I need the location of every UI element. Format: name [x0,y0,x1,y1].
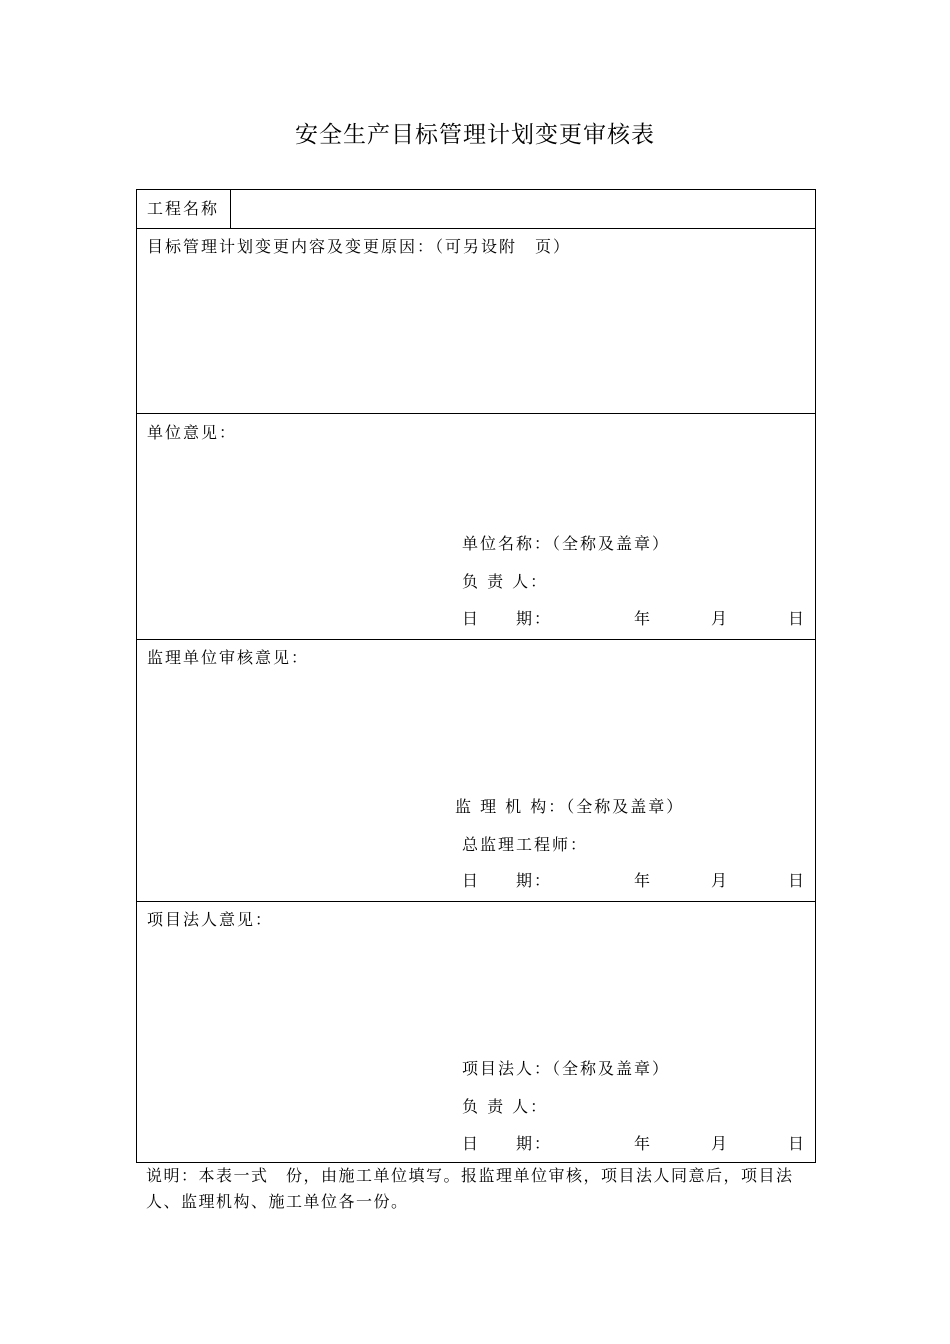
supervision-engineer-line: 总监理工程师： [462,835,589,854]
project-name-divider [230,190,231,228]
owner-name-line: 项目法人：（全称及盖章） [462,1059,671,1078]
owner-person-line: 负 责 人： [462,1097,549,1116]
unit-person-line: 负 责 人： [462,572,549,591]
project-name-label: 工程名称 [147,199,220,218]
owner-opinion-field[interactable] [147,936,797,1046]
owner-date-month: 月 [711,1134,730,1153]
row-divider [137,413,815,414]
supervision-date-day: 日 [788,871,807,890]
form-table [136,189,816,1163]
row-divider [137,901,815,902]
unit-name-line: 单位名称：（全称及盖章） [462,534,671,553]
change-content-field[interactable] [147,262,797,402]
owner-date-label: 日 期： [462,1134,553,1153]
unit-date-year: 年 [634,609,653,628]
owner-opinion-label: 项目法人意见： [147,910,274,929]
owner-date-year: 年 [634,1134,653,1153]
supervision-date-month: 月 [711,871,730,890]
change-content-label: 目标管理计划变更内容及变更原因：（可另设附 页） [147,237,572,256]
unit-date-label: 日 期： [462,609,553,628]
project-name-field[interactable] [241,200,801,218]
supervision-opinion-label: 监理单位审核意见： [147,648,310,667]
unit-date-month: 月 [711,609,730,628]
row-divider [137,228,815,229]
unit-opinion-field[interactable] [147,448,797,528]
supervision-date-label: 日 期： [462,871,553,890]
owner-date-day: 日 [788,1134,807,1153]
unit-opinion-label: 单位意见： [147,423,238,442]
supervision-date-year: 年 [634,871,653,890]
supervision-org-line: 监 理 机 构：（全称及盖章） [455,797,685,816]
footnote: 说明：本表一式 份，由施工单位填写。报监理单位审核，项目法人同意后，项目法人、监理机构、施工单位各一份。 [146,1166,794,1211]
page-title: 安全生产目标管理计划变更审核表 [295,122,655,148]
supervision-opinion-field[interactable] [147,674,797,784]
unit-date-day: 日 [788,609,807,628]
row-divider [137,639,815,640]
